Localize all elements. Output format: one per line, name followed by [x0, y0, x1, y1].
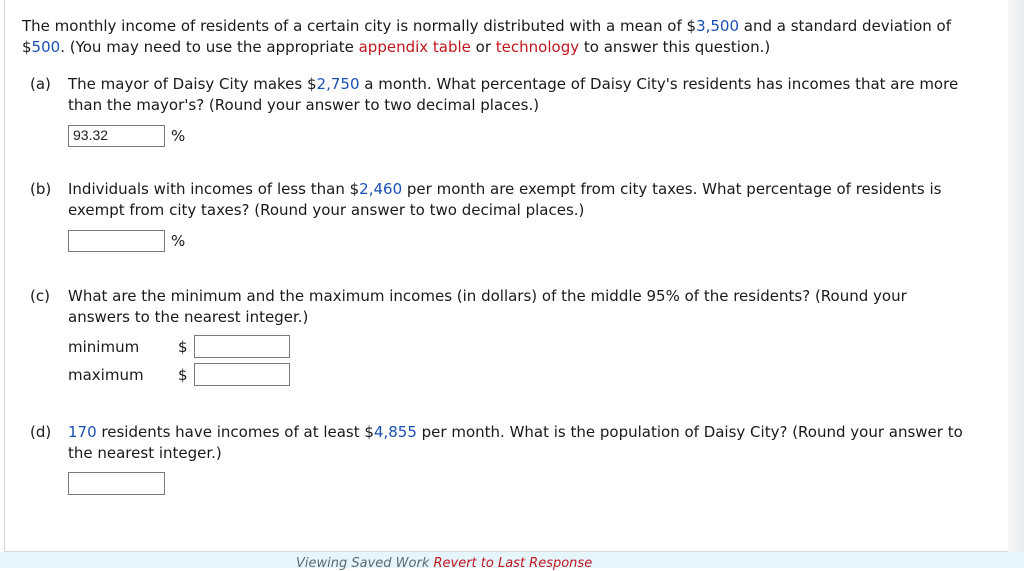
part-a-line-2: than the mayor's? (Round your answer to two decimal places.) — [68, 96, 540, 114]
intro-line-2: $500. (You may need to use the appropriate appendix table or technology to answer this question.) — [22, 38, 771, 56]
part-b-line-2: exempt from city taxes? (Round your answer to two decimal places.) — [68, 201, 585, 219]
appendix-table-link[interactable]: appendix table — [358, 38, 471, 56]
scroll-gutter — [1008, 0, 1024, 568]
minimum-answer-input[interactable] — [194, 335, 290, 358]
part-c-line-2: answers to the nearest integer.) — [68, 308, 309, 326]
dollar-sign: $ — [178, 338, 188, 356]
part-b-letter: (b) — [30, 180, 52, 198]
dollar-sign: $ — [178, 366, 188, 384]
saved-work-status: Viewing Saved Work Revert to Last Response — [296, 556, 593, 571]
maximum-label: maximum — [68, 366, 144, 384]
mean-value: 3,500 — [696, 17, 740, 35]
part-c-line-1: What are the minimum and the maximum incomes (in dollars) of the middle 95% of the residents? (Round your — [68, 287, 907, 305]
part-d-answer-input[interactable] — [68, 472, 165, 495]
percent-unit: % — [171, 232, 186, 250]
part-d-letter: (d) — [30, 423, 52, 441]
minimum-label: minimum — [68, 338, 140, 356]
part-c-letter: (c) — [30, 287, 50, 305]
part-d-line-1: 170 residents have incomes of at least $4,855 per month. What is the population of Daisy City? (Round your answer to — [68, 423, 963, 441]
intro-line-1: The monthly income of residents of a certain city is normally distributed with a mean of $3,500 and a standard deviation of — [22, 17, 951, 35]
revert-link[interactable]: Revert to Last Response — [433, 556, 593, 571]
part-a-letter: (a) — [30, 75, 51, 93]
part-b-answer-input[interactable] — [68, 230, 165, 252]
maximum-answer-input[interactable] — [194, 363, 290, 386]
sd-value: 500 — [31, 38, 61, 56]
percent-unit: % — [171, 127, 186, 145]
part-a-line-1: The mayor of Daisy City makes $2,750 a month. What percentage of Daisy City's residents has incomes that are more — [68, 75, 959, 93]
part-a-answer-input[interactable]: 93.32 — [68, 125, 165, 147]
technology-link[interactable]: technology — [495, 38, 580, 56]
part-b-line-1: Individuals with incomes of less than $2,460 per month are exempt from city taxes. What percentage of residents is — [68, 180, 942, 198]
part-d-line-2: the nearest integer.) — [68, 444, 222, 462]
